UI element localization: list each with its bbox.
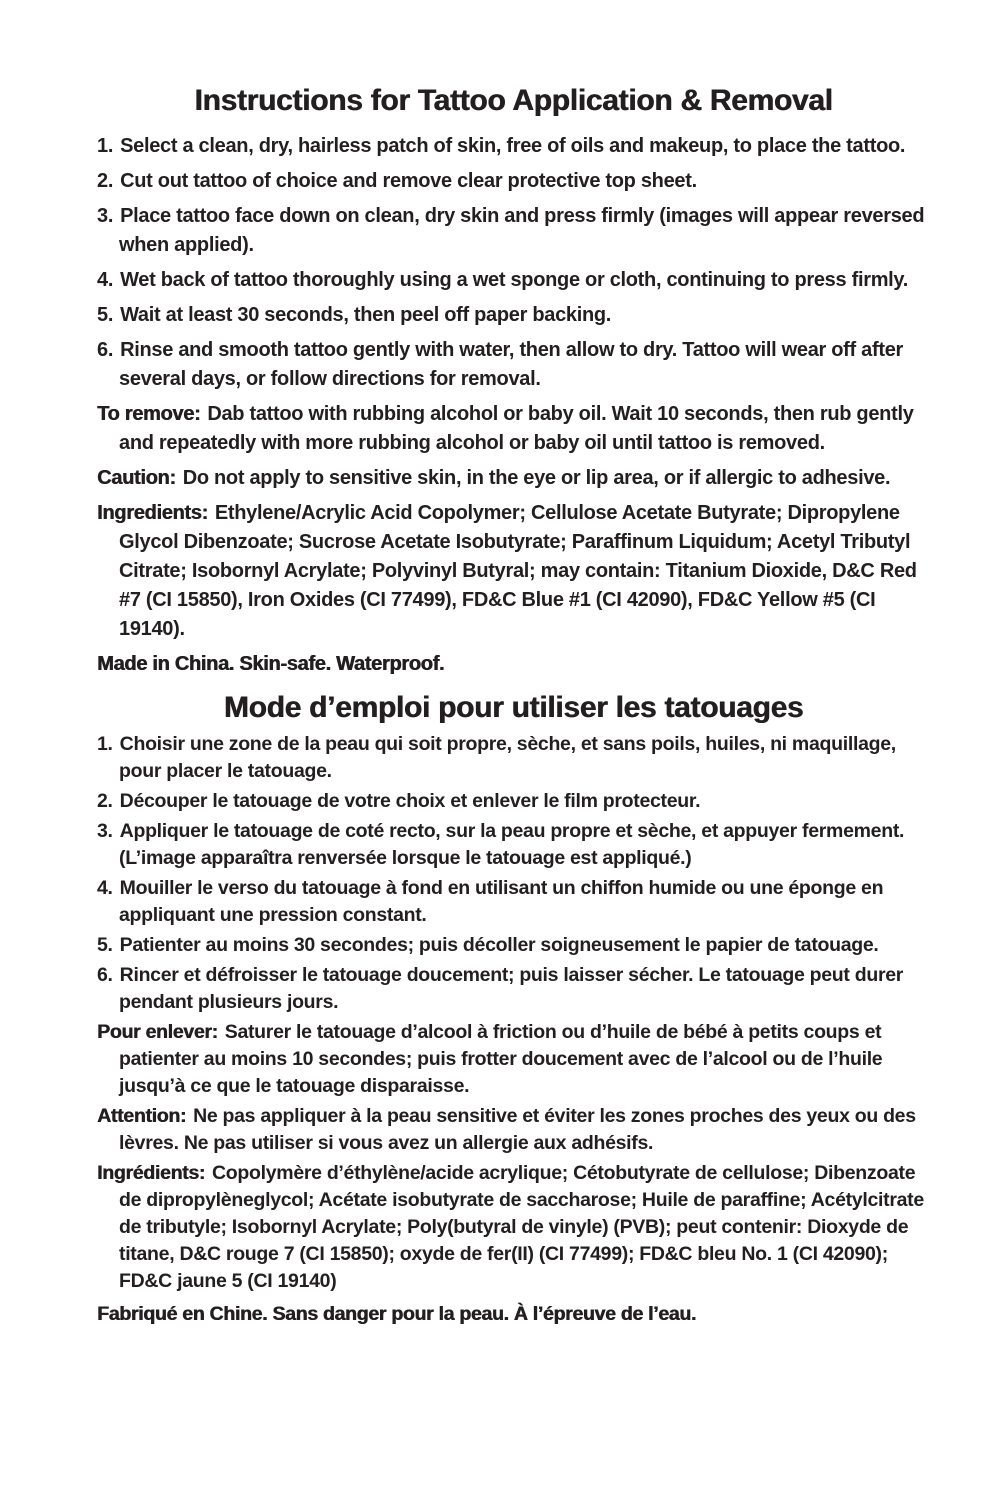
english-note-ingredients: [97, 499, 930, 644]
step-text: Wait at least 30 seconds, then peel off paper backing.: [120, 304, 612, 326]
english-step-1: [97, 132, 930, 161]
english-step-6: [97, 336, 930, 394]
step-number: 3.: [97, 820, 113, 842]
step-number: 1.: [97, 733, 113, 755]
step-number: 5.: [97, 934, 113, 956]
note-text: Do not apply to sensitive skin, in the eye or lip area, or if allergic to adhesive.: [182, 467, 891, 489]
note-label: Attention:: [97, 1105, 187, 1127]
french-step-6: [97, 962, 930, 1016]
note-text: Copolymère d’éthylène/acide acrylique; Cétobutyrate de cellulose; Dibenzoate de dipropylèneglycol; Acétate isobutyrate de saccharose; Huile de paraffine; Acétylcitrate de tributyle; Isobornyl Acrylate; Poly(butyral de vinyle) (PVB); peut contenir: Dioxyde de titane, D&C rouge 7 (CI 15850); oxyde de fer(II) (CI 77499); FD&C bleu No. 1 (CI 42090); FD&C jaune 5 (CI 19140): [119, 1162, 924, 1292]
step-number: 2.: [97, 790, 113, 812]
step-text: Rincer et défroisser le tatouage doucement; puis laisser sécher. Le tatouage peut durer pendant plusieurs jours.: [119, 964, 904, 1013]
step-text: Mouiller le verso du tatouage à fond en utilisant un chiffon humide ou une éponge en appliquant une pression constant.: [119, 877, 884, 926]
note-text: Ethylene/Acrylic Acid Copolymer; Cellulose Acetate Butyrate; Dipropylene Glycol Dibenzoate; Sucrose Acetate Isobutyrate; Paraffinum Liquidum; Acetyl Tributyl Citrate; Isobornyl Acrylate; Polyvinyl Butyral; may contain: Titanium Dioxide, D&C Red #7 (CI 15850), Iron Oxides (CI 77499), FD&C Blue #1 (CI 42090), FD&C Yellow #5 (CI 19140).: [119, 502, 917, 640]
french-step-1: [97, 731, 930, 785]
step-number: 5.: [97, 304, 114, 326]
french-note-ingredients: [97, 1160, 930, 1295]
english-step-3: [97, 202, 930, 260]
english-note-caution: [97, 464, 930, 493]
french-step-4: [97, 875, 930, 929]
note-label: Ingrédients:: [97, 1162, 205, 1184]
french-step-5: [97, 932, 930, 959]
step-text: Choisir une zone de la peau qui soit propre, sèche, et sans poils, huiles, ni maquillage, pour placer le tatouage.: [119, 733, 896, 782]
english-step-4: [97, 266, 930, 295]
step-number: 6.: [97, 339, 114, 361]
step-text: Wet back of tattoo thoroughly using a wet sponge or cloth, continuing to press firmly.: [120, 269, 909, 291]
step-text: Place tattoo face down on clean, dry skin and press firmly (images will appear reversed when applied).: [119, 205, 925, 256]
note-label: Caution:: [97, 467, 176, 489]
english-footer: Made in China. Skin-safe. Waterproof.: [97, 653, 445, 675]
french-step-2: [97, 788, 930, 815]
french-note-caution: [97, 1103, 930, 1157]
french-note-remove: [97, 1019, 930, 1100]
english-step-2: [97, 167, 930, 196]
step-text: Select a clean, dry, hairless patch of skin, free of oils and makeup, to place the tattoo.: [120, 135, 906, 157]
french-step-3: [97, 818, 930, 872]
note-label: To remove:: [97, 403, 201, 425]
step-number: 1.: [97, 135, 114, 157]
step-text: Appliquer le tatouage de coté recto, sur la peau propre et sèche, et appuyer fermement. (L’image apparaîtra renversée lorsque le tatouage est appliqué.): [119, 820, 905, 869]
note-text: Saturer le tatouage d’alcool à friction ou d’huile de bébé à petits coups et patienter au moins 10 secondes; puis frotter doucement avec de l’alcool ou de l’huile jusqu’à ce que le tatouage disparaisse.: [119, 1021, 883, 1097]
note-text: Ne pas appliquer à la peau sensitive et éviter les zones proches des yeux ou des lèvres. Ne pas utiliser si vous avez un allergie aux adhésifs.: [119, 1105, 916, 1154]
english-section: [97, 84, 930, 679]
english-step-5: [97, 301, 930, 330]
note-label: Ingredients:: [97, 502, 208, 524]
english-note-remove: [97, 400, 930, 458]
step-number: 2.: [97, 170, 114, 192]
note-text: Dab tattoo with rubbing alcohol or baby oil. Wait 10 seconds, then rub gently and repeatedly with more rubbing alcohol or baby oil until tattoo is removed.: [119, 403, 914, 454]
step-text: Découper le tatouage de votre choix et enlever le film protecteur.: [119, 790, 701, 812]
step-number: 6.: [97, 964, 113, 986]
step-number: 4.: [97, 877, 113, 899]
step-number: 3.: [97, 205, 114, 227]
step-text: Cut out tattoo of choice and remove clear protective top sheet.: [120, 170, 697, 192]
french-title: Mode d’emploi pour utiliser les tatouages: [223, 691, 804, 724]
english-title: Instructions for Tattoo Application & Removal: [194, 84, 833, 117]
step-text: Rinse and smooth tattoo gently with water, then allow to dry. Tattoo will wear off after several days, or follow directions for removal.: [119, 339, 904, 390]
french-section: [97, 691, 930, 1328]
step-number: 4.: [97, 269, 114, 291]
step-text: Patienter au moins 30 secondes; puis décoller soigneusement le papier de tatouage.: [119, 934, 879, 956]
note-label: Pour enlever:: [97, 1021, 218, 1043]
french-footer: Fabriqué en Chine. Sans danger pour la peau. À l’épreuve de l’eau.: [97, 1303, 696, 1325]
